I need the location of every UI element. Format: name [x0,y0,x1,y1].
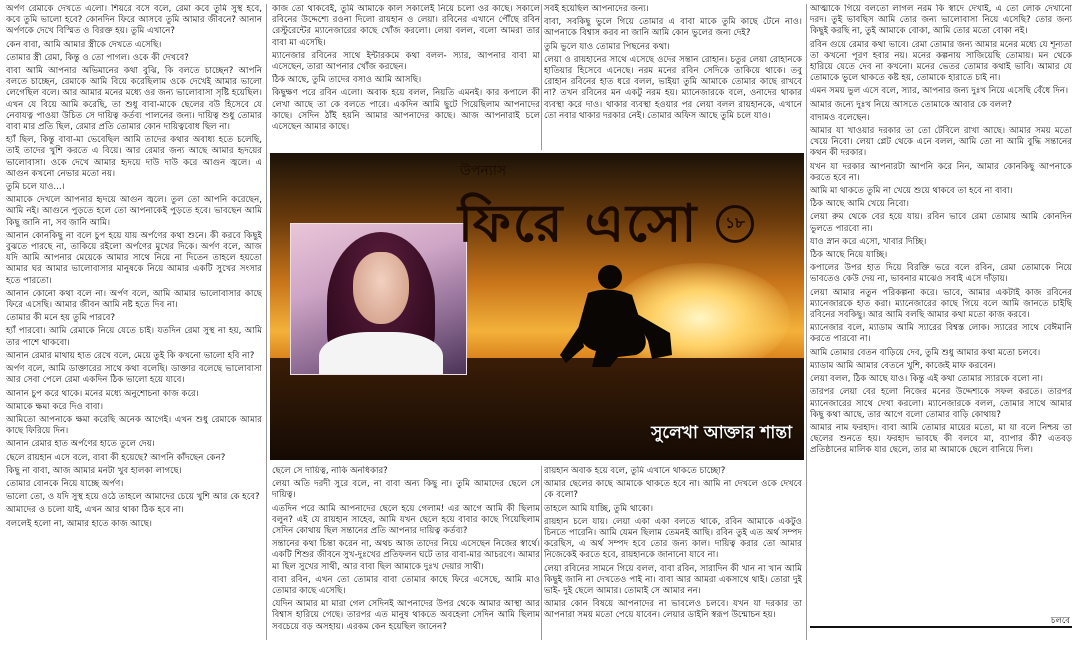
author-name: সুলেখা আক্তার শান্তা [651,423,792,443]
paragraph: যাও স্নান করে এসো, খাবার দিচ্ছি। [810,236,927,247]
paragraph: আমাকে ক্ষমা করে দিও বাবা। [6,401,104,412]
paragraph: রায়হান অবাক হয়ে বলে, তুমি এখানে থাকতে চাচ্ছো? [544,466,726,476]
article-column-4 [810,4,1072,614]
paragraph: আমাদের ও চলো যাই, এখন আর থাকা ঠিক হবে না। [6,505,184,516]
paragraph: লেয়া ও রায়হানের সাথে এসেছে ওদের সন্তান রোহান। চতুর লেয়া রোহানকে হাতিয়ার হিসেবে এনেছে। নরম মনের রবিন সেদিকে তাকিয়ে থাকে। তবু রোহান রবিনের হাত ধরে বলল, ভাইয়া তুমি আমাকে তোমার কাছে রাখবে না? তখন রবিনের মন একটু নরম হয়। ম্যানেজারকে বলে, ওনাদের থাকার ব্যবস্থা করে দাও। থাকার ব্যবস্থা হওয়ার পর লেয়া বলল রায়হানকে, এখানে তো নবার থাকার দরকার নেই। তোমার অফিস আছে তুমি চলে যাও। [544,54,802,121]
hero-banner [270,153,804,460]
story-title: ফিরে এসো [458,193,699,254]
paragraph: আমার জন্যে দুঃখ নিয়ে আসতে তোমাকে আবার কে বলল? [810,99,1012,110]
paragraph: আনান রেমার মাথায় হাত রেখে বলে, মেয়ে তুই কি কখনো ভালো হবি না? [6,350,255,361]
paragraph: আমিতো আপনাকে ক্ষমা করেছি অনেক আগেই। এখন শুধু রেমাকে আমার কাছে ফিরিয়ে দিন। [6,414,262,437]
paragraph: অর্পণ বলে, আমি ডাক্তারের সাথে কথা বলেছি। ডাক্তার বলেছে ভালোবাসা আর সেবা পেলে রেমা একদিন ঠিক ভালো হয়ে যাবে। [6,364,262,386]
article-column-2-top [272,4,540,150]
paragraph: তারপর লেয়া বের হলো নিজের মনের উদ্দেশ্যকে সফল করতে। তারপর ম্যানেজারের সাথে দেখা করলো। ম্যানেজারকে বলল, তোমার সাথে আমার কিছু কথা আছে, তার আগে বলো তোমার বাড়ি কোথায়? [810,387,1072,420]
author-photo-face [353,252,409,324]
column-divider [806,4,807,640]
paragraph: হ্যাঁ পারবো। আমি রেমাকে নিয়ে যেতে চাই। যতদিন রেমা সুস্থ না হয়, আমি তার পাশে থাকবো। [6,326,262,348]
paragraph: ছেলে রায়হান এসে বলে, বাবা কী হয়েছে? আপনি কাঁদছেন কেন? [6,452,226,463]
paragraph: কেন বাবা, আমি আমার স্ত্রীকে দেখতে এসেছি। [6,39,162,50]
paragraph: লেয়া আমার নতুন পরিকল্পনা করে। ভাবে, আমার একটাই কাজ রবিনের ম্যানেজারকে হাত করা। ম্যানেজারের কাছে গিয়ে বলে আমি জানতে চাইছি রবিনের সবকিছু। আর আমি বলছি আমার কথা মতো কাজ করবে। [810,287,1072,321]
paragraph: তোমার স্ত্রী রেমা, কিন্তু ও তো পাগল। ওকে কী দেখবে? [6,52,189,63]
paragraph: আনান কোনকিছু না বলে চুপ হয়ে যায় অর্পণের কথা শুনে। কী করবে কিছুই বুঝতে পারছে না, তাকিয়ে রইলো অর্পণের মুখের দিকে। অর্পণ বলে, আজ যদি আমি আপনার মেয়েকে আমার সাথে নিয়ে না দিতেন তাহলে হয়তো আমার ঘর আমার ভালোবাসার মানুষকে নিয়ে আমার একটি সুখের সংসার হতে পারতো। [6,230,262,286]
article-column-2-bottom [272,466,540,640]
paragraph: আমাকে দেখলে আপনার হৃদয়ে আগুন জ্বলে। তুল তো আপনি করেছেন, আমি নই। আগুনে পুড়তে হলে তো আপনাকেই পুড়তে হবে। ভাবছেন আমি কিছু জানি না, সব জানি আমি। [6,195,262,228]
paragraph: কিছু না বাবা, আজ আমার মনটা খুব হালকা লাগছে। [6,465,182,476]
author-photo-shirt [319,332,443,375]
paragraph: তুমি চলে যাও...। [6,182,65,193]
paragraph: আমার ছেলের কাছে আমাকে থাকতে হবে না। আমি না দেখলে ওকে দেখবে কে বলো? [544,479,802,501]
paragraph: আনান কোনো কথা বলে না। অর্পণ বলে, আমি আমার ভালোবাসার কাছে ফিরে এসেছি। আমার জীবন আমি নষ্ট হতে দিব না। [6,288,262,311]
paragraph: অর্পণ রেমাকে দেখতে এলো। শিয়রে বসে বলে, রেমা কবে তুমি সুস্থ হবে, কবে তুমি ভালো হবে? কোনদিন ফিরে আসবে তুমি আমার জীবনে? আনান অর্পণকে দেখে বিস্মিত ও বিরক্ত হয়। তুমি এখানে? [6,4,262,37]
paragraph: আমার যা খাওয়ার দরকার তা তো টেবিলে রাখা আছে। আমার সময় মতো খেয়ে নিবো। লেয়া প্লেট থেকে এনে বলল, আমি তো না আমি বুদ্ধি সন্তানের কথন কী দরকার। [810,126,1072,159]
paragraph: ম্যানেজার রবিনের সাথে ইন্টারকমে কথা বলল- স্যার, আপনার বাবা মা এসেছেন, তারা আপনার খোঁজ করছেন। [272,50,540,73]
paragraph: যখন যা দরকার আপনারটা আপনি করে নিন, আমার কোনকিছু আপনাকে করতে হবে না। [810,161,1072,183]
paragraph: ভালো তো, ও যদি সুস্থ হয়ে ওঠে তাহলে আমাদের চেয়ে খুশি আর কে হবে? [6,492,260,503]
episode-number-badge: ১৮ [716,205,754,243]
paragraph: ছেলে সে দায়িত্ব, নাকি অনধিকার? [272,466,388,476]
paragraph: কপালের উপর হাত দিয়ে বিরক্তি ভরে বলে রবিন, রেমা তোমাকে নিয়ে ভাবতেও কেউ দেয় না, ভাবনার মাঝেও সবাই এসে দাঁড়ায়। [810,263,1072,285]
paragraph: এমন সময় ভুল এসে বলে, স্যার, আপনার জন্য দুঃখ নিয়ে এসেছি বেঁধে দিন। [810,86,1069,97]
paragraph: আমি তোমার বেতন বাড়িয়ে দেব, তুমি শুধু আমার কথা মতো চলবে। [810,347,1041,358]
paragraph: বাবা, সবকিছু ভুলে গিয়ে তোমার এ বাবা মাকে তুমি কাছে টেনে নাও। আপনাকে বিশ্বাস করব না জানি আমি কোন ভুলের জন্য দেই? [544,17,802,39]
column-divider [541,466,542,640]
genre-label: উপন্যাস [460,163,507,179]
paragraph: আনান চুপ করে থাকে। মনের মধ্যে অনুশোচনা কাজ করে। [6,388,199,399]
column-divider [266,4,267,640]
paragraph: তোমার কী মনে হয় তুমি পারবে? [6,313,116,324]
paragraph: বললেই হলো না, আমার হাতে কাজ আছে। [6,518,152,529]
paragraph: আমার নাম ফরহাদ। বাবা আমি তোমার মায়ের মতো, মা যা বলে নিশ্চয় তা ছেলের শুনতে হয়। ফরহাদ ভাবছে কী বলবে মা, ব্যাপার কী? এতবড় প্রতিষ্ঠানের মালিক যার ছেলে, তার মা আমাকে ছেলে বানিয়ে দিল। [810,422,1072,456]
paragraph: বাবা আমি আপনার অভিমানের কথা বুঝি, কি বলতে চাচ্ছেন? আপনি বলতে চাচ্ছেন, রেমাকে আমি বিয়ে করেছিলাম ওকে দেখেই আমার ভালো লেগেছিল বলে। আর আমার মনের মধ্যে ওর জন্য ভালোবাসা সৃষ্টি হয়েছিল। এখন যে বিয়ে আমি করেছি, তা শুধু বাবা-মাকে ছেলের বউ হিসেবে যে নেবাযত্ন পাওয়া উচিত সে দায়িত্ব কর্তব্য পালনের জন্য। দায়িত্ব শুধু তোমার বাবা মার প্রতি ছিল, রেমার প্রতি তোমার কোন দায়িত্ববোধ ছিল না। [6,66,262,133]
sitting-silhouette-icon [540,263,690,373]
paragraph: যেদিন আমার মা মারা গেল সেদিনই আপনাদের উপর থেকে আমার আস্থা আর বিশ্বাস হারিয়ে গেছে। তারপর এত মানুষ থাকতে অবহেলা সেদিন আমি ছিলাম সবচেয়ে বড় অসহায়। এরকম কেন হয়েছিল জানেন? [272,599,540,632]
paragraph: কিছুক্ষণ পরে রবিন এলো। অবাক হয়ে বলল, নিয়তি এমনই। কার কপালে কী লেখা আছে তা কে বলতে পারে। একদিন আমি ছুটে গিয়েছিলাম আপনাদের কাছে। সেদিন ঠাঁই হয়নি আমার আপনাদের কাছে। আজ আপনারাই চলে এসেছেন আমার কাছে। [272,88,540,133]
author-photo [290,223,467,375]
paragraph: ঠিক আছে আমি খেয়ে নিবো। [810,199,909,210]
article-column-3-bottom [544,466,802,640]
paragraph: সন্তানের কথা চিন্তা করেন না, অথচ আজ তাদের নিয়ে এসেছেন নিজের স্বার্থে। একটি শিশুর জীবনে সুখ-দুঃখের প্রতিফলন ঘটে তার বাবা-মার আচরণে। আমার মা ছিল সুখের সাথী, আর বাবা ছিল আমাকে দুঃখ দেয়ার সাথী। [272,539,540,572]
paragraph: বাবা রবিন, এখন তো তোমার বাবা তোমার কাছে ফিরে এসেছে, আমি মাও তোমার কাছে এসেছি। [272,574,540,597]
paragraph: ঠিক আছে নিয়ে যাচ্ছি। [810,250,888,261]
paragraph: লেয়া রুম থেকে বের হয়ে যায়। রবিন ভাবে রেমা তোমায় আমি কোনদিন ভুলতে পারবো না। [810,212,1072,234]
paragraph: রবিন গুয়ে রেমার কথা ভাবে। রেমা তোমার জন্য আমার মনের মধ্যে যে শূন্যতা তা কখনো পূরণ হবার নয়। মনের কল্পনায় সাজিয়েছি তোমায়। মন থেকে হারিয়ে যেতে দেব না কখনো। মনের ভেতর তোমার কথাই ভাবি। আমার যে তোমাকে ভুলে থাকতে কষ্ট হয়, তোমাকে হারাতে চাই না। [810,39,1072,84]
paragraph: ঠিক আছে, তুমি তাদের বসাও আমি আসছি। [272,75,422,86]
paragraph: তাহলে আমি যাচ্ছি, তুমি থাকো। [544,503,654,514]
footer-rule [810,626,1072,628]
paragraph: আত্মাকে গিয়ে বলতো লাগল নরম কি স্বাদে দেখাই, এ তো লোক দেখানো দরদ। তুই ভাবছিস আমি তোর জন্য ভালোবাসা নিয়ে এসেছি? তোর জন্য কিছুই করছি না, তুই আমাকে বোকা, আমি তোর মতো বোকা নই। [810,4,1072,37]
paragraph: লেয়া রবিনের সামনে গিয়ে বলল, বাবা রবিন, সারাদিন কী খান না খান আমি কিছুই জানি না দেখতেও পাই না। বাবা আর আমরা একসাথে থাই। তোরা দুই ভাই- দুই ছেলে আমার। তোমাই সে আমার নন। [544,563,802,597]
paragraph: তোমার বোনকে নিয়ে যাচ্ছে অর্পণ। [6,478,124,489]
column-divider [541,4,542,150]
paragraph: আনান রেমার হাত অর্পণের হাতে তুলে দেয়। [6,439,155,450]
paragraph: হ্যাঁ ছিল, কিন্তু বাবা-মা ভেবেছিল আমি তাদের কথার অবাধ্য হতে চলেছি, তাই তাদের খুশি করতে এ বিয়ে। আর রেমার জন্য আছে আমার হৃদয়ের ভালোবাসা। ওকে দেখে আমার হৃদয়ে দাউ দাউ করে আগুন জ্বলে। এ আগুন কখনো নেভার মতো নয়। [6,135,262,179]
continued-label: চলবে [1050,616,1070,626]
paragraph: কাজ তো থাকবেই, তুমি আমাকে কাল সকালেই নিয়ে চলো ওর কাছে। সকালে রবিনের উদ্দেশ্যে রওনা দিলো রায়হান ও লেয়া। রবিনের এখানে পৌঁছে রবিন রেস্টুরেন্টের ম্যানেজারের কাছে খোঁজ করলো। লেয়া বলল, বলো আমরা তার বাবা মা এসেছি। [272,4,540,48]
paragraph: এতদিন পরে আমি আপনাদের ছেলে হয়ে গেলাম! এর আগে আমি কী ছিলাম বলুন? এই যে রায়হান সাহেব, আমি যখন ছেলে হয়ে বাবার কাছে গিয়েছিলাম সেদিন কোথায় ছিল সন্তানের প্রতি আপনার দায়িত্ব কর্তব্য? [272,503,540,537]
article-column-1 [6,4,262,640]
paragraph: রায়হান চলে যায়। লেয়া একা একা বলতে থাকে, রবিন আমাকে একটুও চিনতে পারেনি। আমি যেমন ছিলাম তেমনই আছি। রবিন তুই এত অর্থ সম্পদ করেছিস, এ অর্থ সম্পদ হবে তোর জন্য কাল। দায়িত্ব করার তো আমার নিজেকেই করতে হবে, রায়হানকে জানানো যাবে না। [544,516,802,561]
paragraph: লেয়া অতি দরদী সুরে বলে, না বাবা অন্য কিছু না। তুমি আমাদের ছেলে সে দায়িত্ব। [272,479,540,501]
paragraph: আমার কোন বিষয়ে আপনাদের না ভাবলেও চলবে। যখন যা দরকার তা আপনারা সময় মতো পেয়ে যাবেন। লেয়ার ডাইনি স্বরূপ উন্মোচন হয়। [544,599,802,621]
paragraph: বাদামও বলেছেন। [810,112,870,123]
paragraph: ম্যাডাম আমি আমার বেতনে খুশি, কাজেই মাফ করবেন। [810,360,996,371]
paragraph: সবই হয়েছিল আপনাদের জন্য। [544,4,649,14]
paragraph: ম্যানেজার বলে, ম্যাডাম আমি স্যারের বিশ্বস্ত লোক। স্যারের সাথে বেঈমানি করতে পারবো না। [810,323,1072,345]
paragraph: আমি মা থাকতে তুমি না খেয়ে শুয়ে থাকবে তা হবে না বাবা। [810,186,1013,197]
article-column-3-top [544,4,802,150]
paragraph: লেয়া বলল, ঠিক আছে যাও। কিন্তু এই কথা তোমার স্যারকে বলো না। [810,374,1043,385]
paragraph: তুমি ভুলে যাও তোমার পিছনের কথা। [544,41,670,52]
